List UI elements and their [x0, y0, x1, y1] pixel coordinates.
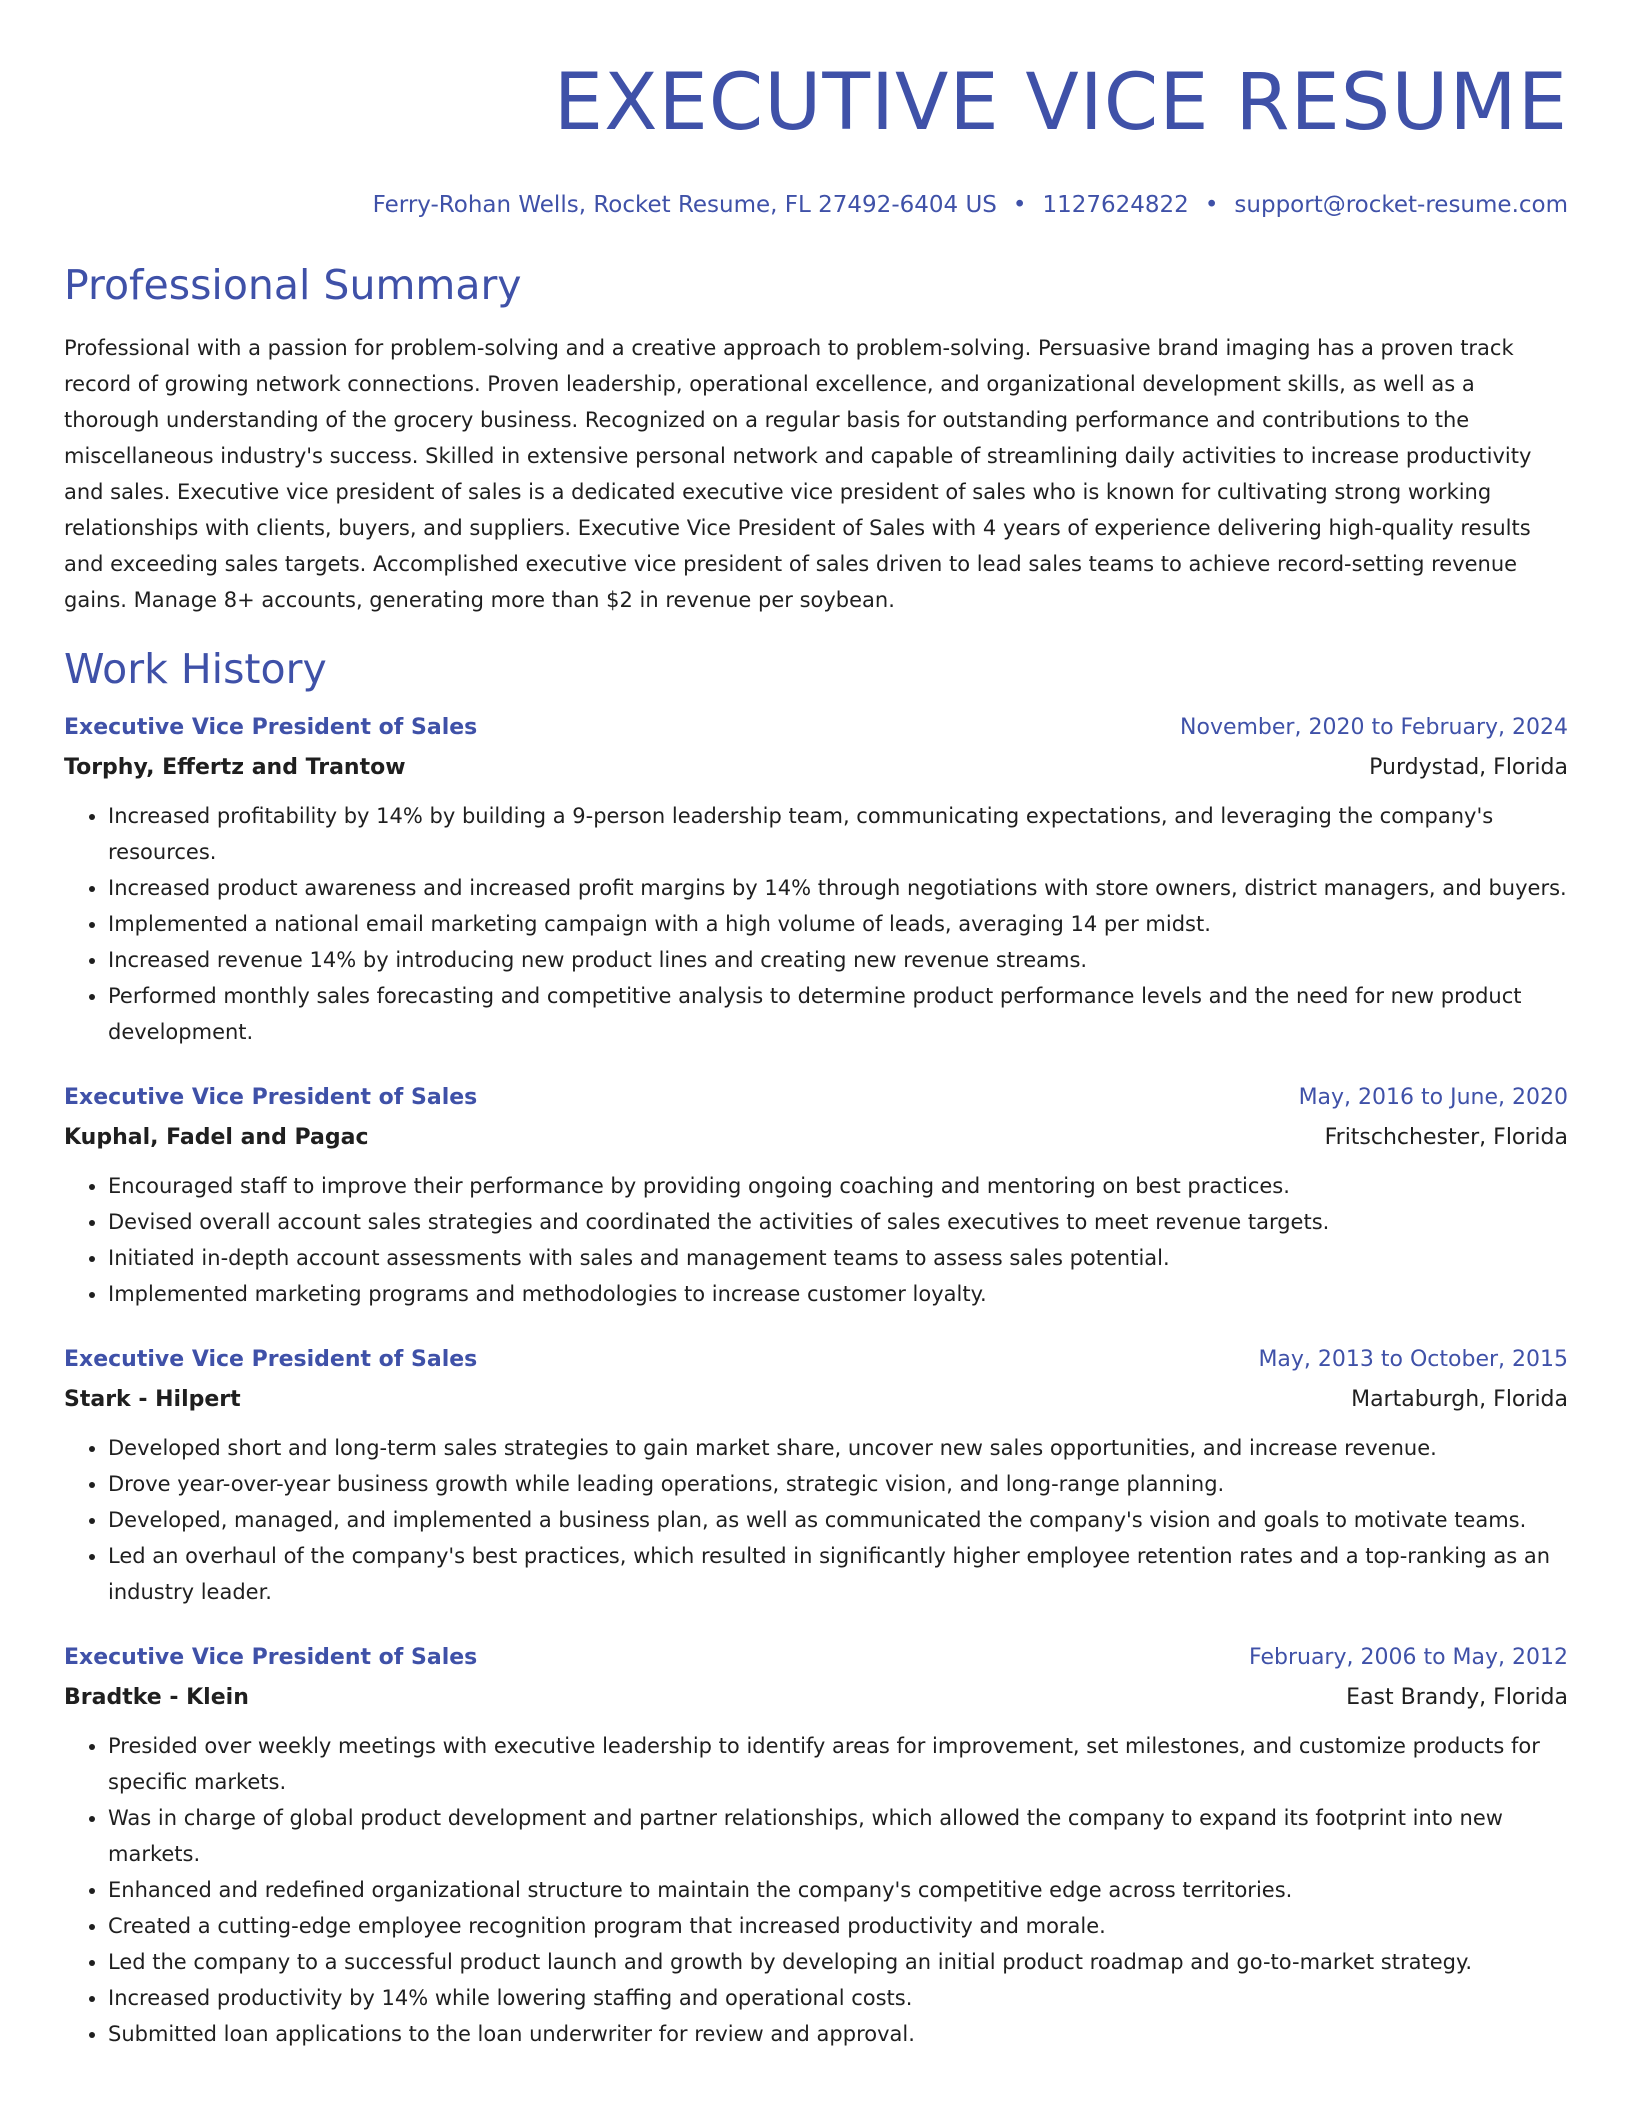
job-bullet: • Encouraged staff to improve their performance by providing ongoing coaching and mentoring on best practices.: [108, 1168, 1568, 1204]
work-history-list: [64, 710, 1568, 2052]
contact-line: [64, 190, 1568, 220]
job-bullet-list: [64, 1168, 1568, 1312]
job-bullet: • Increased profitability by 14% by building a 9-person leadership team, communicating expectations, and leveraging the company's resources.: [108, 798, 1568, 870]
contact-address: Ferry-Rohan Wells, Rocket Resume, FL 27492-6404 US: [372, 192, 997, 218]
job-bullet: • Was in charge of global product development and partner relationships, which allowed the company to expand its footprint into new markets.: [108, 1800, 1568, 1872]
job-bullet: • Drove year-over-year business growth while leading operations, strategic vision, and long-range planning.: [108, 1466, 1568, 1502]
job-bullet: • Increased revenue 14% by introducing new product lines and creating new revenue streams.: [108, 942, 1568, 978]
job-company-row: [64, 1676, 1568, 1716]
summary-text: Professional with a passion for problem-solving and a creative approach to problem-solving. Persuasive brand imaging has a proven track record of growing network connections. Proven leadership, operational excellence, and organizational development skills, as well as a thorough understanding of the grocery business. Recognized on a regular basis for outstanding performance and contributions to the miscellaneous industry's success. Skilled in extensive personal network and capable of streamlining daily activities to increase productivity and sales. Executive vice president of sales is a dedicated executive vice president of sales who is known for cultivating strong working relationships with clients, buyers, and suppliers. Executive Vice President of Sales with 4 years of experience delivering high-quality results and exceeding sales targets. Accomplished executive vice president of sales driven to lead sales teams to achieve record-setting revenue gains. Manage 8+ accounts, generating more than $2 in revenue per soybean.: [64, 336, 1532, 612]
job-title-row: [64, 1080, 1568, 1116]
job-bullet: • Performed monthly sales forecasting and competitive analysis to determine product performance levels and the need for new product development.: [108, 978, 1568, 1050]
contact-separator: •: [1012, 192, 1027, 218]
job-entry: [64, 710, 1568, 1050]
job-entry: [64, 1342, 1568, 1610]
job-bullet: • Presided over weekly meetings with executive leadership to identify areas for improvement, set milestones, and customize products for specific markets.: [108, 1728, 1568, 1800]
job-title: Executive Vice President of Sales: [64, 1645, 478, 1670]
job-bullet: • Led the company to a successful product launch and growth by developing an initial product roadmap and go-to-market strategy.: [108, 1944, 1568, 1980]
job-company-row: [64, 1378, 1568, 1418]
job-title: Executive Vice President of Sales: [64, 715, 478, 740]
job-dates: November, 2020 to February, 2024: [1180, 715, 1568, 740]
job-title-row: [64, 1640, 1568, 1676]
job-company: Bradtke - Klein: [64, 1685, 249, 1710]
job-bullet: • Developed, managed, and implemented a business plan, as well as communicated the company's vision and goals to motivate teams.: [108, 1502, 1568, 1538]
job-bullet-list: [64, 1430, 1568, 1610]
job-bullet-list: [64, 798, 1568, 1050]
job-dates: May, 2016 to June, 2020: [1298, 1085, 1568, 1110]
job-location: Fritschchester, Florida: [1324, 1125, 1568, 1150]
job-title-row: [64, 1342, 1568, 1378]
summary-heading: Professional Summary: [64, 261, 522, 309]
work-history-heading: Work History: [64, 645, 327, 693]
job-bullet: • Initiated in-depth account assessments with sales and management teams to assess sales potential.: [108, 1240, 1568, 1276]
job-company-row: [64, 746, 1568, 786]
job-location: Martaburgh, Florida: [1351, 1387, 1568, 1412]
resume-title: EXECUTIVE VICE RESUME: [553, 58, 1568, 148]
job-bullet: • Enhanced and redefined organizational structure to maintain the company's competitive edge across territories.: [108, 1872, 1568, 1908]
contact-email: support@rocket-resume.com: [1234, 192, 1568, 218]
job-company: Stark - Hilpert: [64, 1387, 241, 1412]
contact-phone: 1127624822: [1042, 192, 1189, 218]
job-bullet: • Submitted loan applications to the loan underwriter for review and approval.: [108, 2016, 1568, 2052]
job-bullet-list: [64, 1728, 1568, 2052]
job-company: Kuphal, Fadel and Pagac: [64, 1125, 369, 1150]
job-bullet: • Created a cutting-edge employee recognition program that increased productivity and morale.: [108, 1908, 1568, 1944]
job-location: East Brandy, Florida: [1346, 1685, 1568, 1710]
job-bullet: • Increased product awareness and increased profit margins by 14% through negotiations with store owners, district managers, and buyers.: [108, 870, 1568, 906]
job-company-row: [64, 1116, 1568, 1156]
job-bullet: • Developed short and long-term sales strategies to gain market share, uncover new sales opportunities, and increase revenue.: [108, 1430, 1568, 1466]
job-bullet: • Implemented a national email marketing campaign with a high volume of leads, averaging 14 per midst.: [108, 906, 1568, 942]
job-title: Executive Vice President of Sales: [64, 1347, 478, 1372]
job-bullet: • Led an overhaul of the company's best practices, which resulted in significantly higher employee retention rates and a top-ranking as an industry leader.: [108, 1538, 1568, 1610]
job-bullet: • Devised overall account sales strategies and coordinated the activities of sales executives to meet revenue targets.: [108, 1204, 1568, 1240]
job-dates: May, 2013 to October, 2015: [1258, 1347, 1568, 1372]
contact-separator: •: [1204, 192, 1219, 218]
job-dates: February, 2006 to May, 2012: [1249, 1645, 1568, 1670]
job-entry: [64, 1080, 1568, 1312]
job-company: Torphy, Effertz and Trantow: [64, 755, 406, 780]
job-location: Purdystad, Florida: [1369, 755, 1568, 780]
job-bullet: • Implemented marketing programs and methodologies to increase customer loyalty.: [108, 1276, 1568, 1312]
job-title-row: [64, 710, 1568, 746]
job-entry: [64, 1640, 1568, 2052]
job-title: Executive Vice President of Sales: [64, 1085, 478, 1110]
job-bullet: • Increased productivity by 14% while lowering staffing and operational costs.: [108, 1980, 1568, 2016]
